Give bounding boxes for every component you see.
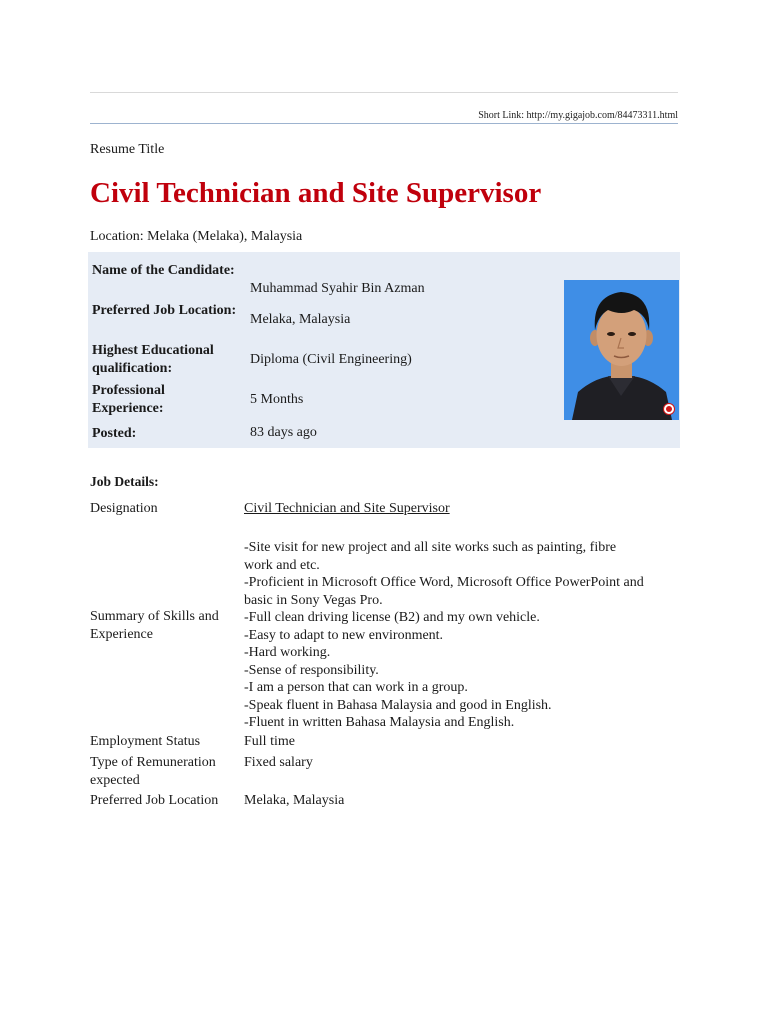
job-details-heading: Job Details: <box>90 474 159 489</box>
remuneration-label: Type of Remuneration expected <box>90 755 216 788</box>
skill-line: -Easy to adapt to new environment. <box>244 627 444 643</box>
preferred-location-value: Melaka, Malaysia <box>250 312 351 327</box>
employment-status-value: Full time <box>244 734 295 749</box>
preferred-job-location-label: Preferred Job Location <box>90 793 219 808</box>
remuneration-value: Fixed salary <box>244 755 313 770</box>
info-label: Professional Experience: <box>92 383 165 416</box>
skill-line: -Proficient in Microsoft Office Word, Microsoft Office PowerPoint and <box>244 575 644 590</box>
page-title: Civil Technician and Site Supervisor <box>90 177 542 209</box>
experience-value: 5 Months <box>250 392 304 407</box>
candidate-photo <box>564 280 679 420</box>
resume-title-label: Resume Title <box>90 142 165 157</box>
info-label: Preferred Job Location: <box>92 303 237 318</box>
skill-line: -Site visit for new project and all site works such as painting, fibre <box>244 540 617 555</box>
skill-line: -Hard working. <box>244 645 331 660</box>
skills-label: Summary of Skills and Experience <box>90 609 219 642</box>
resume-location: Location: Melaka (Melaka), Malaysia <box>90 229 303 244</box>
candidate-name: Muhammad Syahir Bin Azman <box>250 281 425 296</box>
education-value: Diploma (Civil Engineering) <box>250 352 412 367</box>
info-label: Name of the Candidate: <box>92 263 235 278</box>
preferred-job-location-value: Melaka, Malaysia <box>244 793 345 808</box>
skill-line: -I am a person that can work in a group. <box>244 680 468 695</box>
employment-status-label: Employment Status <box>90 734 201 749</box>
logo-badge-icon <box>663 403 675 415</box>
skill-line: -Sense of responsibility. <box>244 662 379 678</box>
skill-line: basic in Sony Vegas Pro. <box>244 592 383 608</box>
skill-line: work and etc. <box>244 557 320 573</box>
skills-summary <box>244 539 684 732</box>
designation-link[interactable]: Civil Technician and Site Supervisor <box>244 501 450 516</box>
short-link[interactable]: Short Link: http://my.gigajob.com/84473311.html <box>478 110 678 121</box>
short-link-divider <box>90 123 678 124</box>
designation-label: Designation <box>90 501 158 516</box>
skill-line: -Fluent in written Bahasa Malaysia and English. <box>244 715 515 730</box>
info-label: Highest Educational qualification: <box>92 343 214 376</box>
skill-line: -Full clean driving license (B2) and my own vehicle. <box>244 610 540 625</box>
top-divider <box>90 92 678 93</box>
posted-value: 83 days ago <box>250 425 317 440</box>
skill-line: -Speak fluent in Bahasa Malaysia and good in English. <box>244 697 552 713</box>
info-label: Posted: <box>92 426 137 441</box>
